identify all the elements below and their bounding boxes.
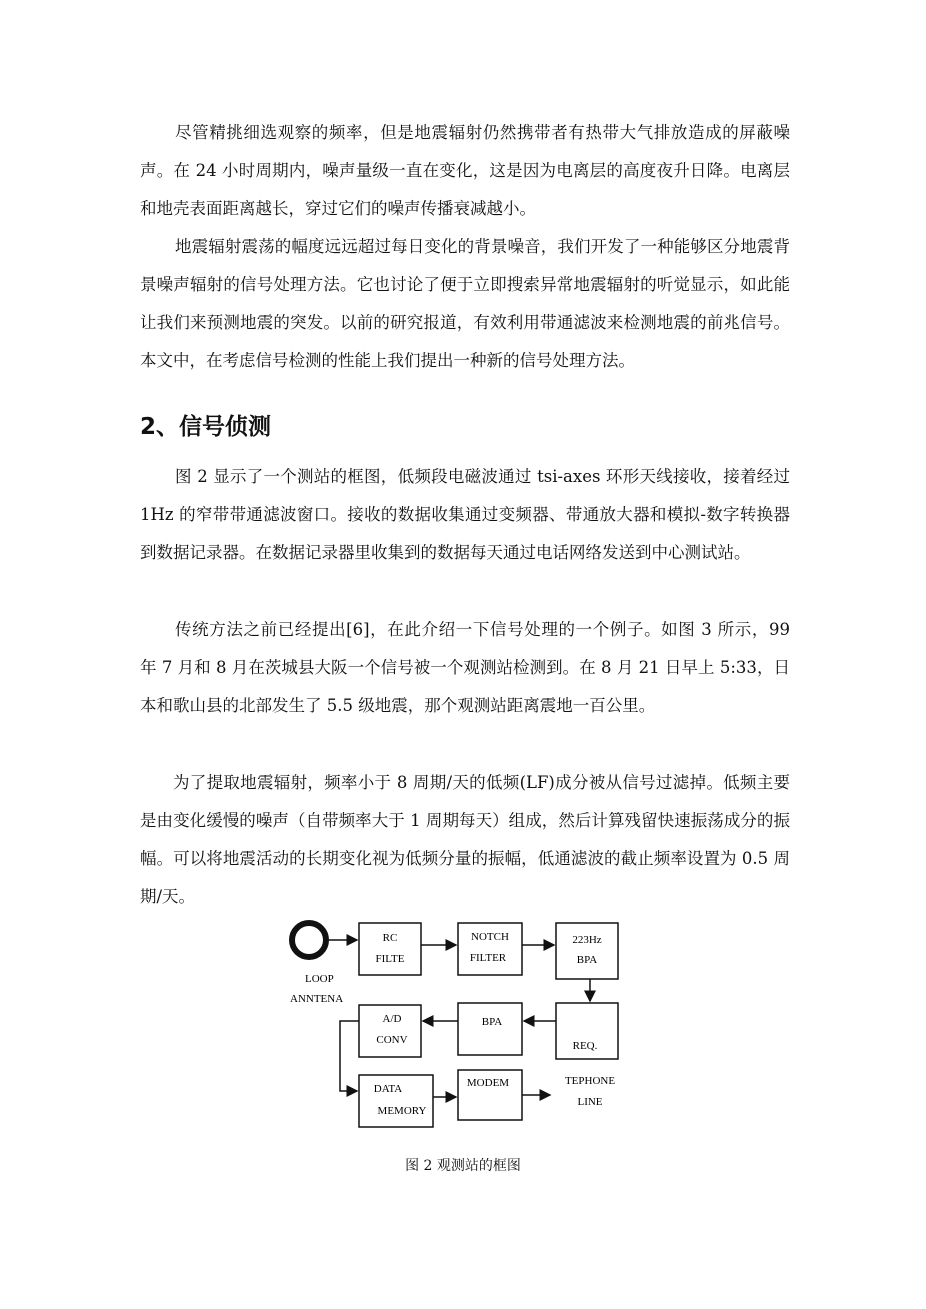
ad-converter-label: CONV: [376, 1034, 408, 1046]
paragraph-lowfreq: 为了提取地震辐射，频率小于 8 周期/天的低频(LF)成分被从信号过滤掉。低频主要是由变化缓慢的噪声（自带频率大于 1 周期每天）组成，然后计算残留快速振荡成分的振幅。可以将地震活动的长期变化视为低频分量的振幅，低通滤波的截止频率设置为 0.5 周期/天。: [140, 773, 790, 906]
antenna-label: LOOP: [305, 973, 334, 985]
loop-antenna-icon: [292, 923, 326, 957]
notch-filter-label: FILTER: [469, 952, 507, 964]
antenna-label: ANNTENA: [290, 993, 344, 1005]
bpa-label: BPA: [481, 1016, 503, 1028]
rc-filter-label: RC: [382, 932, 398, 944]
notch-filter-label: NOTCH: [471, 931, 509, 943]
modem-label: MODEM: [466, 1077, 510, 1089]
ad-converter-label: A/D: [382, 1013, 402, 1025]
data-memory-label: MEMORY: [377, 1105, 427, 1117]
figure-caption: 图 2 观测站的框图: [405, 1158, 521, 1174]
telephone-line-label: TEPHONE: [564, 1075, 616, 1087]
telephone-line-label: LINE: [577, 1096, 603, 1108]
block-diagram-figure: [282, 915, 632, 1155]
bpa-223hz-label: BPA: [576, 954, 598, 966]
paragraph-block-diagram: 图 2 显示了一个测站的框图，低频段电磁波通过 tsi-axes 环形天线接收，接着经过 1Hz 的窄带带通滤波窗口。接收的数据收集通过变频器、带通放大器和模拟-数字转换器到数据记录器。在数据记录器里收集到的数据每天通过电话网络发送到中心测试站。: [140, 467, 790, 562]
rc-filter-box: [359, 923, 421, 975]
data-memory-label: DATA: [373, 1083, 403, 1095]
section-heading: 2、信号侦测: [140, 414, 272, 440]
paragraph-method: 地震辐射震荡的幅度远远超过每日变化的背景噪音，我们开发了一种能够区分地震背景噪声辐射的信号处理方法。它也讨论了便于立即搜索异常地震辐射的听觉显示，如此能让我们来预测地震的突发。以前的研究报道，有效利用带通滤波来检测地震的前兆信号。本文中，在考虑信号检测的性能上我们提出一种新的信号处理方法。: [140, 237, 790, 370]
paragraph-noise: 尽管精挑细选观察的频率，但是地震辐射仍然携带者有热带大气排放造成的屏蔽噪声。在 24 小时周期内，噪声量级一直在变化，这是因为电离层的高度夜升日降。电离层和地壳表面距离越长，穿过它们的噪声传播衰减越小。: [140, 123, 790, 218]
bpa-box: [458, 1003, 522, 1055]
bpa-223hz-label: 223Hz: [572, 934, 602, 946]
arrow: [340, 1021, 359, 1091]
req-label: REQ.: [572, 1040, 598, 1052]
bpa-223hz-box: [556, 923, 618, 979]
paragraph-example: 传统方法之前已经提出[6]，在此介绍一下信号处理的一个例子。如图 3 所示，99 年 7 月和 8 月在茨城县大阪一个信号被一个观测站检测到。在 8 月 21 日早上 5:33，日本和歌山县的北部发生了 5.5 级地震，那个观测站距离震地一百公里。: [140, 620, 790, 715]
rc-filter-label: FILTE: [375, 953, 405, 965]
block-diagram: [282, 915, 632, 1155]
